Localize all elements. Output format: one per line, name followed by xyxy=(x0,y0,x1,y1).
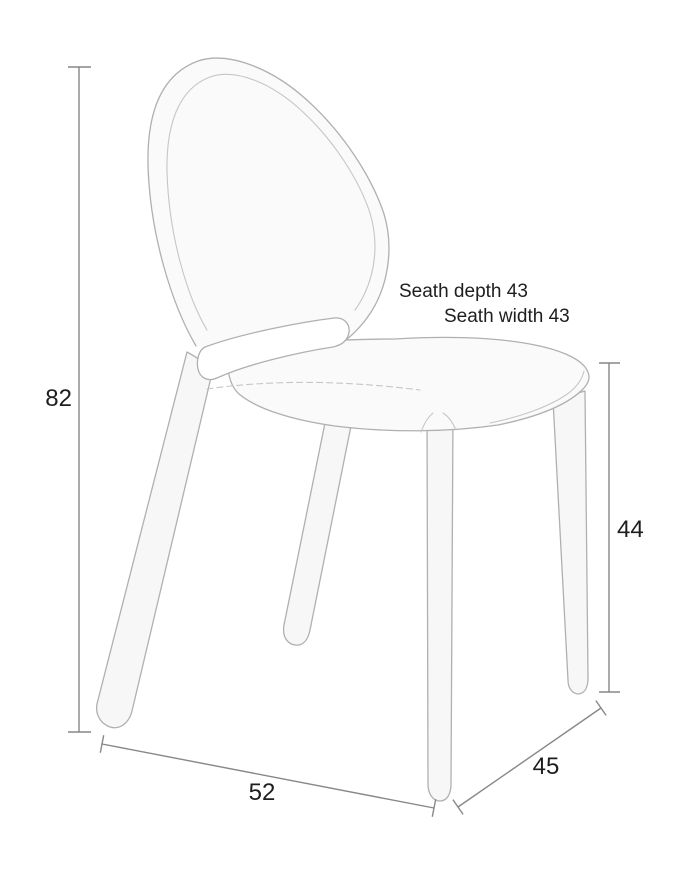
chair-backrest-fill xyxy=(148,58,389,350)
chair-front-right-leg xyxy=(427,410,453,801)
depth-front-tick xyxy=(453,800,463,815)
depth-dimension-line xyxy=(458,708,601,807)
seat-height-dimension xyxy=(599,363,644,692)
overall-height-dimension xyxy=(45,67,91,732)
chair-back-right-leg xyxy=(553,391,588,694)
chair-line-drawing xyxy=(97,58,589,801)
width-dimension xyxy=(100,735,435,817)
depth-dimension xyxy=(453,701,606,815)
width-label: 52 xyxy=(248,779,276,806)
chair-front-left-leg xyxy=(97,352,213,728)
depth-label: 45 xyxy=(532,753,560,780)
seat-height-label: 44 xyxy=(617,516,644,543)
seat-depth-annotation: Seath depth 43 xyxy=(399,281,528,302)
seat-width-annotation: Seath width 43 xyxy=(444,306,570,327)
overall-height-label: 82 xyxy=(45,385,72,412)
chair-back-left-leg xyxy=(284,413,352,645)
depth-back-tick xyxy=(596,701,606,716)
